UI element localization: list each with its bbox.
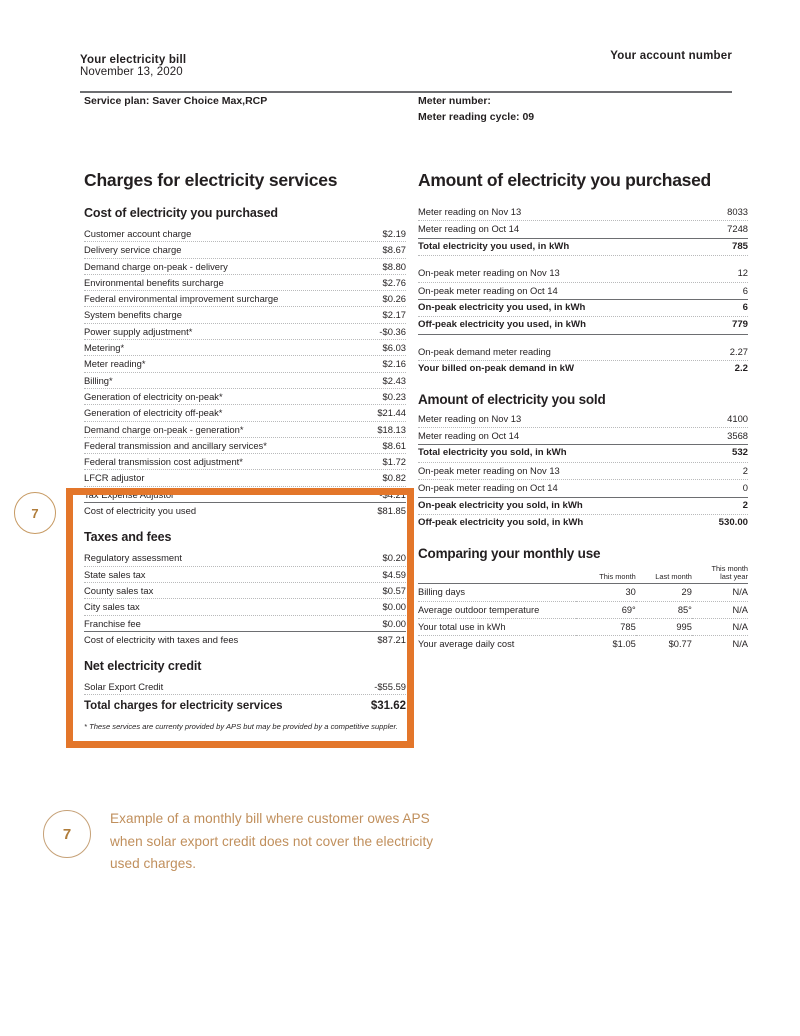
line-item-label: Regulatory assessment <box>84 550 188 565</box>
comparison-header-row <box>418 565 748 584</box>
usage-row <box>418 265 748 282</box>
line-item <box>84 454 406 470</box>
bill-header <box>80 50 732 78</box>
credit-subtitle: Net electricity credit <box>84 659 202 674</box>
grand-total-value: $31.62 <box>366 695 406 717</box>
usage-row-spacer <box>418 335 748 344</box>
purchased-total-row <box>84 503 406 518</box>
line-item <box>84 373 406 389</box>
line-item <box>84 470 406 486</box>
account-number-label: Your account number <box>610 50 732 62</box>
table-row <box>418 635 748 652</box>
charges-footnote: * These services are currenty provided by APS but may be provided by a competitive suppler. <box>84 722 398 732</box>
table-cell-label: Your total use in kWh <box>418 618 576 635</box>
line-item <box>84 356 406 372</box>
line-item-value: -$4.21 <box>374 487 406 502</box>
line-item <box>84 389 406 405</box>
taxes-total-value: $87.21 <box>372 632 406 647</box>
usage-row-value: 8033 <box>727 206 748 217</box>
line-item <box>84 550 406 566</box>
purchased-usage-rows <box>418 204 748 378</box>
line-item-value: $0.57 <box>378 583 406 598</box>
table-cell-this-month: $1.05 <box>612 638 636 649</box>
line-item <box>84 259 406 275</box>
line-item-value: $8.67 <box>378 242 406 257</box>
callout-marker-number: 7 <box>62 825 72 843</box>
callout-marker <box>43 810 91 858</box>
bill-title: Your electricity bill <box>80 54 187 66</box>
usage-row <box>418 283 748 300</box>
line-item-label: Generation of electricity on-peak* <box>84 389 229 404</box>
line-item-label: Power supply adjustment* <box>84 324 198 339</box>
comparison-table-body <box>418 584 748 652</box>
line-item-label: Demand charge on-peak - generation* <box>84 422 249 437</box>
line-item-label: City sales tax <box>84 599 146 614</box>
line-item-value: $1.72 <box>378 454 406 469</box>
line-item <box>84 487 406 503</box>
callout-marker-inline <box>14 492 56 534</box>
line-item-value: $2.17 <box>378 307 406 322</box>
taxes-subtitle: Taxes and fees <box>84 530 172 545</box>
table-cell-label: Your average daily cost <box>418 638 515 649</box>
line-item <box>84 291 406 307</box>
usage-row-value: 785 <box>731 240 748 252</box>
line-item-label: State sales tax <box>84 567 152 582</box>
usage-row-label: Meter reading on Oct 14 <box>418 430 520 442</box>
table-cell-last-year: N/A <box>692 618 748 635</box>
usage-row-value: 2.2 <box>734 363 748 375</box>
comparison-section-title: Comparing your monthly use <box>418 545 601 561</box>
comparison-table-head <box>418 565 748 584</box>
line-item <box>84 422 406 438</box>
line-item-value: $4.59 <box>378 567 406 582</box>
meter-number: Meter number: <box>418 95 491 107</box>
bill-header-top-row <box>80 50 732 66</box>
line-item <box>84 583 406 599</box>
usage-row <box>418 515 748 531</box>
line-item-value: $18.13 <box>372 422 406 437</box>
line-item <box>84 307 406 323</box>
usage-row-value: 532 <box>731 447 748 459</box>
line-item-label: Metering* <box>84 340 130 355</box>
usage-row <box>418 428 748 445</box>
usage-row-value: 12 <box>737 267 748 279</box>
usage-row-value: 530.00 <box>718 517 748 529</box>
table-cell-last-month: 995 <box>636 618 692 635</box>
line-item-label: Franchise fee <box>84 616 147 631</box>
line-item-label: Federal environmental improvement surcharge <box>84 291 284 306</box>
line-item-value: $2.19 <box>378 226 406 241</box>
usage-row-spacer <box>418 256 748 265</box>
usage-row-label: Off-peak electricity you used, in kWh <box>418 319 586 331</box>
comparison-col-last-year: This month last year <box>711 563 748 581</box>
usage-row <box>418 300 748 317</box>
table-row <box>418 584 748 601</box>
usage-row-label: On-peak electricity you used, in kWh <box>418 302 586 314</box>
table-row <box>418 601 748 618</box>
usage-row-value: 2 <box>742 499 748 511</box>
table-cell-last-year: N/A <box>692 584 748 601</box>
usage-row-value: 4100 <box>727 412 748 424</box>
line-item-value: $2.43 <box>378 373 406 388</box>
line-item-value: $6.03 <box>378 340 406 355</box>
table-cell-this-month: 785 <box>576 618 635 635</box>
usage-row-label: On-peak meter reading on Nov 13 <box>418 464 560 476</box>
grand-total-label: Total charges for electricity services <box>84 695 289 717</box>
usage-row-label: Your billed on-peak demand in kW <box>418 363 575 375</box>
callout-text: Example of a monthly bill where customer owes APS when solar export credit does not cover the electricity used charges. <box>110 811 434 871</box>
line-item <box>84 405 406 421</box>
table-cell-last-month: 85° <box>636 601 692 618</box>
usage-row-label: On-peak meter reading on Oct 14 <box>418 482 558 494</box>
line-item-value: $0.26 <box>378 291 406 306</box>
line-item <box>84 567 406 583</box>
line-item-value: $0.82 <box>378 470 406 485</box>
comparison-table <box>418 565 748 653</box>
line-item-label: Generation of electricity off-peak* <box>84 405 228 420</box>
line-item-label: Demand charge on-peak - delivery <box>84 259 234 274</box>
usage-row <box>418 239 748 256</box>
line-item-value: $0.00 <box>378 616 406 631</box>
callout <box>43 808 443 876</box>
line-item <box>84 242 406 258</box>
line-item-value: $0.23 <box>378 389 406 404</box>
line-item <box>84 438 406 454</box>
usage-row-value: 0 <box>742 482 748 494</box>
line-item-value: $8.61 <box>378 438 406 453</box>
line-item <box>84 616 406 632</box>
usage-row <box>418 361 748 377</box>
table-cell-last-month: $0.77 <box>668 638 692 649</box>
line-item-value: $0.20 <box>378 550 406 565</box>
usage-row <box>418 317 748 334</box>
usage-row-label: Off-peak electricity you sold, in kWh <box>418 517 584 529</box>
usage-row-value: 2 <box>742 464 748 476</box>
line-item <box>84 275 406 291</box>
usage-row <box>418 445 748 462</box>
taxes-line-items <box>84 550 406 631</box>
usage-row <box>418 411 748 428</box>
usage-row-label: On-peak demand meter reading <box>418 345 551 357</box>
taxes-total-label: Cost of electricity with taxes and fees <box>84 632 244 647</box>
sold-section-title: Amount of electricity you sold <box>418 391 606 407</box>
usage-row-label: Meter reading on Oct 14 <box>418 223 520 235</box>
line-item-label: Solar Export Credit <box>84 679 169 694</box>
line-item-label: System benefits charge <box>84 307 188 322</box>
comparison-col-blank <box>418 565 576 584</box>
table-cell-label: Average outdoor temperature <box>418 601 576 618</box>
grand-total-row <box>84 695 406 717</box>
line-item <box>84 340 406 356</box>
table-cell-last-month: 29 <box>636 584 692 601</box>
line-item-value: $0.00 <box>378 599 406 614</box>
line-item-value: -$0.36 <box>374 324 406 339</box>
usage-row <box>418 498 748 515</box>
line-item-value: $2.16 <box>378 356 406 371</box>
usage-row-value: 7248 <box>727 223 748 235</box>
purchased-total-label: Cost of electricity you used <box>84 503 202 518</box>
line-item <box>84 599 406 615</box>
table-cell-label: Billing days <box>418 584 576 601</box>
meter-reading-cycle: Meter reading cycle: 09 <box>418 110 535 123</box>
usage-row-label: Meter reading on Nov 13 <box>418 412 522 424</box>
taxes-total-row <box>84 632 406 647</box>
usage-column <box>418 170 748 652</box>
meter-info <box>418 94 534 125</box>
line-item-label: County sales tax <box>84 583 159 598</box>
table-cell-this-month: 30 <box>576 584 635 601</box>
table-cell-this-month: 69° <box>576 601 635 618</box>
usage-row-value: 3568 <box>727 430 748 442</box>
purchased-line-items <box>84 226 406 503</box>
line-item-value: $21.44 <box>372 405 406 420</box>
usage-row-label: On-peak meter reading on Nov 13 <box>418 267 560 279</box>
usage-row-label: On-peak electricity you sold, in kWh <box>418 499 583 511</box>
usage-row-value: 6 <box>742 284 748 296</box>
callout-marker-inline-number: 7 <box>31 505 39 521</box>
comparison-col-last-month: Last month <box>655 571 692 581</box>
line-item-label: Tax Expense Adjustor <box>84 487 180 502</box>
line-item-value: -$55.59 <box>369 679 406 694</box>
usage-row-value: 779 <box>731 319 748 331</box>
usage-row <box>418 204 748 221</box>
usage-row-value: 2.27 <box>729 345 748 357</box>
usage-row <box>418 463 748 480</box>
line-item <box>84 226 406 242</box>
purchased-total-value: $81.85 <box>372 503 406 518</box>
charges-column <box>84 170 406 732</box>
line-item-label: Environmental benefits surcharge <box>84 275 230 290</box>
line-item-label: Customer account charge <box>84 226 197 241</box>
header-divider <box>80 91 732 93</box>
table-row <box>418 618 748 635</box>
bill-header-subrow <box>84 94 736 123</box>
line-item-value: $8.80 <box>378 259 406 274</box>
line-item <box>84 679 406 695</box>
service-plan: Service plan: Saver Choice Max,RCP <box>84 95 268 107</box>
line-item-label: Meter reading* <box>84 356 152 371</box>
line-item-label: LFCR adjustor <box>84 470 150 485</box>
line-item-label: Federal transmission and ancillary services* <box>84 438 273 453</box>
table-cell-last-year: N/A <box>732 638 748 649</box>
usage-row <box>418 344 748 361</box>
line-item-label: Billing* <box>84 373 119 388</box>
sold-usage-rows <box>418 411 748 532</box>
line-item-label: Federal transmission cost adjustment* <box>84 454 249 469</box>
usage-row <box>418 480 748 497</box>
table-cell-last-year: N/A <box>692 601 748 618</box>
usage-row-label: Total electricity you sold, in kWh <box>418 447 567 459</box>
line-item-label: Delivery service charge <box>84 242 187 257</box>
usage-row-label: Meter reading on Nov 13 <box>418 206 522 217</box>
usage-row-value: 6 <box>742 302 748 314</box>
charges-section-title: Charges for electricity services <box>84 170 338 190</box>
purchased-section-title: Amount of electricity you purchased <box>418 170 711 190</box>
bill-date: November 13, 2020 <box>80 66 183 78</box>
line-item-value: $2.76 <box>378 275 406 290</box>
usage-row <box>418 221 748 238</box>
usage-row-label: On-peak meter reading on Oct 14 <box>418 284 558 296</box>
line-item <box>84 324 406 340</box>
comparison-col-this-month: This month <box>599 571 636 581</box>
purchased-subtitle: Cost of electricity you purchased <box>84 206 278 220</box>
credit-line-items <box>84 679 406 695</box>
usage-row-label: Total electricity you used, in kWh <box>418 240 570 252</box>
